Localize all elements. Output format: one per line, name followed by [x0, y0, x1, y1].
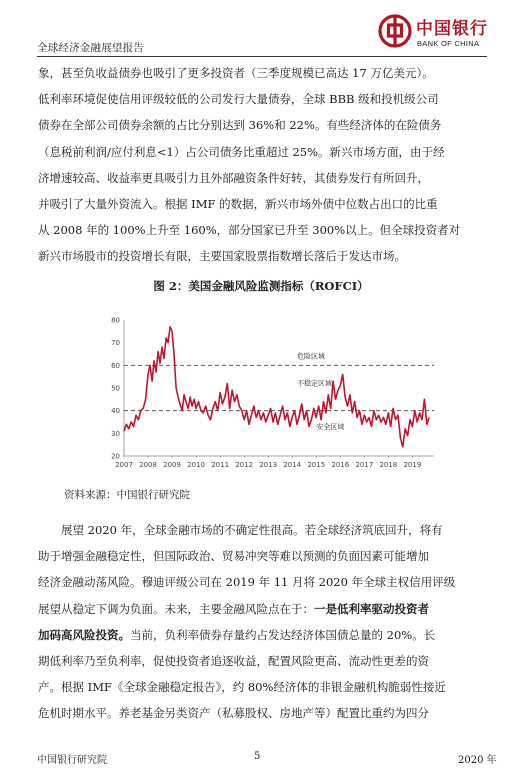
x-tick-label: 2010: [187, 461, 206, 469]
x-tick-label: 2019: [403, 461, 422, 469]
text-run: 展望从稳定下调为负面。未来，主要金融风险点在于：: [38, 601, 314, 616]
paragraph-2: [38, 517, 488, 727]
figure-source: 资料来源：中国银行研究院: [64, 489, 190, 501]
zone-annotation: 安全区域: [316, 422, 345, 431]
text-line: 助于增强金融稳定性，但国际政治、贸易冲突等难以预测的负面因素可能增加: [38, 549, 429, 564]
figure-title: 图 2：美国金融风险监测指标（ROFCI）: [153, 279, 369, 293]
text-line: （息税前利润/应付利息<1）占公司债务比重超过 25%。新兴市场方面，由于经: [38, 144, 445, 159]
x-tick-label: 2015: [307, 461, 326, 469]
text-line: [38, 596, 488, 622]
bank-of-china-logo-icon: [378, 14, 412, 48]
text-line: 债券在全部公司债券余额的占比分别达到 36%和 22%。有些经济体的在险债务: [38, 118, 442, 133]
text-line: 象，甚至负收益债券也吸引了更多投资者（三季度规模已高达 17 万亿美元）。: [38, 66, 434, 80]
x-tick-label: 2017: [355, 461, 374, 469]
text-line: 新兴市场股市的投资增长有限，主要国家股票指数增长落后于发达市场。: [38, 249, 406, 264]
zone-annotation: 不稳定区域: [297, 379, 333, 388]
text-line: 济增速较高、收益率更具吸引力且外部融资条件好转，其债券发行有所回升，: [38, 170, 429, 185]
footer-year: 2020 年: [458, 755, 497, 766]
bank-logo: [378, 14, 490, 54]
rofci-line-chart: [100, 312, 440, 476]
key-risk-bold: 一是低利率驱动投资者: [314, 601, 429, 616]
header-divider: [37, 56, 487, 57]
logo-text-english: BANK OF CHINA: [417, 39, 480, 48]
paragraph-1: [38, 60, 488, 270]
footer-org: 中国银行研究院: [37, 755, 107, 766]
report-title: 全球经济金融展望报告: [37, 42, 144, 54]
text-line: 产。根据 IMF《全球金融稳定报告》，约 80%经济体的非银金融机构脆弱性接近: [38, 680, 446, 695]
y-tick-label: 40: [111, 407, 120, 416]
rofci-series-line: [124, 327, 429, 447]
x-tick-label: 2018: [379, 461, 398, 469]
text-line: 经济金融动荡风险。穆迪评级公司在 2019 年 11 月将 2020 年全球主权信用评级: [38, 575, 456, 590]
x-tick-label: 2009: [163, 461, 181, 469]
y-tick-label: 50: [111, 384, 120, 393]
text-line: [38, 622, 488, 648]
zone-annotation: 危险区域: [297, 352, 326, 361]
x-tick-label: 2011: [211, 461, 230, 469]
x-tick-label: 2012: [235, 461, 254, 469]
y-tick-label: 60: [111, 361, 120, 370]
x-tick-label: 2013: [259, 461, 278, 469]
logo-text-chinese: 中国银行: [416, 19, 488, 39]
text-run: 当前，负利率债券存量约占发达经济体国债总量的 20%。长: [130, 627, 436, 642]
text-line: 展望 2020 年，全球金融市场的不确定性很高。若全球经济筑底回升，将有: [61, 523, 443, 537]
text-line: 从 2008 年的 100%上升至 160%，部分国家已升至 300%以上。但全球投资者对: [38, 223, 461, 238]
y-tick-label: 80: [111, 316, 120, 325]
chart-svg: [100, 312, 440, 476]
y-tick-label: 20: [111, 452, 120, 461]
y-tick-label: 70: [111, 339, 120, 348]
x-tick-label: 2008: [139, 461, 157, 469]
y-tick-label: 30: [111, 429, 120, 438]
key-risk-bold-cont: 加码高风险投资。: [38, 627, 130, 642]
text-line: 危机时期水平。养老基金另类资产（私募股权、房地产等）配置比重约为四分: [38, 706, 429, 721]
text-line: 并吸引了大量外资流入。根据 IMF 的数据，新兴市场外债中位数占出口的比重: [38, 197, 438, 212]
x-tick-label: 2016: [331, 461, 350, 469]
x-tick-label: 2007: [115, 461, 133, 469]
x-tick-label: 2014: [283, 461, 302, 469]
text-line: 期低利率乃至负利率，促使投资者追逐收益，配置风险更高、流动性更差的资: [38, 654, 429, 669]
text-line: 低利率环境促使信用评级较低的公司发行大量债券，全球 BBB 级和投机级公司: [38, 92, 439, 107]
page-number: 5: [254, 751, 261, 762]
